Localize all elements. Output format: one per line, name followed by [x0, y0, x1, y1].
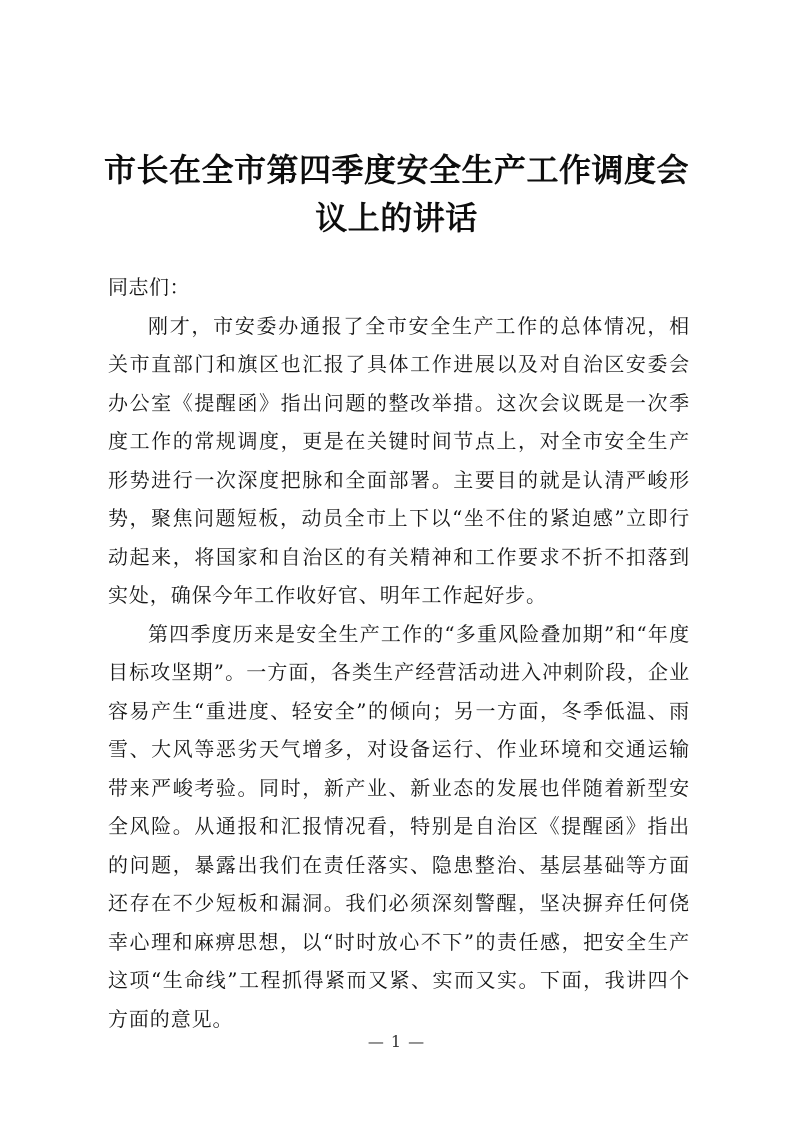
document-title-line-1: 市长在全市第四季度安全生产工作调度会	[103, 151, 689, 189]
salutation: 同志们：	[108, 275, 190, 299]
paragraph-1: 刚才，市安委办通报了全市安全生产工作的总体情况，相关市直部门和旗区也汇报了具体工作进展以及对自治区安委会办公室《提醒函》指出问题的整改举措。这次会议既是一次季度工作的常规调度，更是在关键时间节点上，对全市安全生产形势进行一次深度把脉和全面部署。主要目的就是认清严峻形势，聚焦问题短板，动员全市上下以“坐不住的紧迫感”立即行动起来，将国家和自治区的有关精神和工作要求不折不扣落到实处，确保今年工作收好官、明年工作起好步。	[108, 313, 690, 607]
document-body	[108, 268, 690, 1038]
paragraph-2: 第四季度历来是安全生产工作的“多重风险叠加期”和“年度目标攻坚期”。一方面，各类生产经营活动进入冲刺阶段，企业容易产生“重进度、轻安全”的倾向；另一方面，冬季低温、雨雪、大风等恶劣天气增多，对设备运行、作业环境和交通运输带来严峻考验。同时，新产业、新业态的发展也伴随着新型安全风险。从通报和汇报情况看，特别是自治区《提醒函》指出的问题，暴露出我们在责任落实、隐患整治、基层基础等方面还存在不少短板和漏洞。我们必须深刻警醒，坚决摒弃任何侥幸心理和麻痹思想，以“时时放心不下”的责任感，把安全生产这项“生命线”工程抓得紧而又紧、实而又实。下面，我讲四个方面的意见。	[108, 621, 690, 1031]
page-number: — 1 —	[367, 1032, 426, 1051]
document-title-line-2: 议上的讲话	[315, 199, 478, 237]
